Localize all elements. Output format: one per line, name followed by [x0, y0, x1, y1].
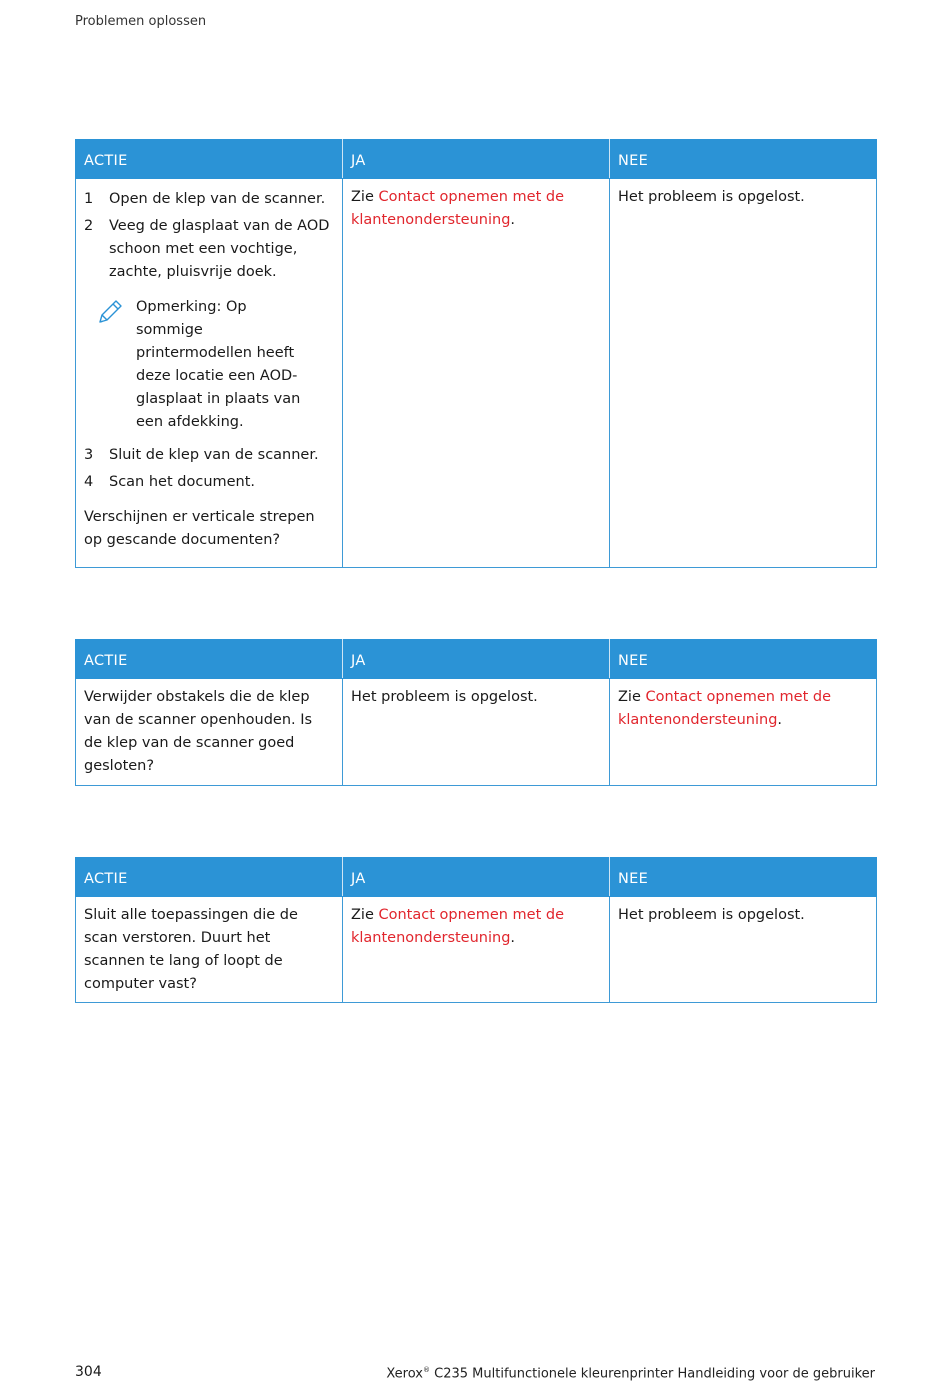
footer-title	[386, 1366, 875, 1381]
column-header-action: ACTIE	[76, 640, 343, 679]
step-item	[84, 188, 334, 211]
pencil-icon	[96, 296, 136, 434]
period: .	[777, 712, 783, 728]
period: .	[510, 212, 516, 228]
page-number: 304	[75, 1364, 102, 1380]
contact-support-link[interactable]: Contact opnemen met de klantenondersteuning	[351, 189, 565, 228]
step-item	[84, 471, 334, 494]
resolved-text: Het probleem is opgelost.	[618, 189, 805, 205]
column-header-yes: JA	[343, 140, 610, 179]
no-cell	[610, 179, 877, 568]
no-cell	[610, 897, 877, 1003]
table-header-row	[76, 140, 877, 179]
yes-cell	[343, 679, 610, 786]
zie-text: Zie	[618, 689, 641, 705]
table-row	[76, 679, 877, 786]
footer-document-title: C235 Multifunctionele kleurenprinter Handleiding voor de gebruiker	[434, 1366, 875, 1382]
step-text: Scan het document.	[109, 474, 256, 490]
table-header-row	[76, 858, 877, 897]
step-list	[84, 444, 334, 494]
step-text: Veeg de glasplaat van de AOD schoon met een vochtige, zachte, pluisvrije doek.	[109, 218, 330, 280]
question-text: Verschijnen er verticale strepen op gescande documenten?	[84, 509, 315, 548]
zie-text: Zie	[351, 907, 374, 923]
period: .	[510, 930, 516, 946]
trademark-symbol: ®	[423, 1366, 430, 1374]
column-header-no: NEE	[610, 640, 877, 679]
step-number: 3	[84, 447, 94, 463]
action-cell: Sluit alle toepassingen die de scan verstoren. Duurt het scannen te lang of loopt de computer vast?	[76, 897, 343, 1003]
step-list	[84, 188, 334, 284]
step-item	[84, 215, 334, 284]
step-item	[84, 444, 334, 467]
note-text: Opmerking: Op sommige printermodellen heeft deze locatie een AOD-glasplaat in plaats van een afdekking.	[136, 299, 301, 430]
column-header-action: ACTIE	[76, 140, 343, 179]
yes-cell	[343, 179, 610, 568]
zie-text: Zie	[351, 189, 374, 205]
step-number: 1	[84, 191, 94, 207]
column-header-no: NEE	[610, 140, 877, 179]
running-header: Problemen oplossen	[75, 14, 207, 29]
contact-support-link[interactable]: Contact opnemen met de klantenondersteuning	[618, 689, 832, 728]
no-cell	[610, 679, 877, 786]
step-number: 2	[84, 218, 94, 234]
column-header-action: ACTIE	[76, 858, 343, 897]
yes-cell	[343, 897, 610, 1003]
action-cell	[76, 179, 343, 568]
column-header-no: NEE	[610, 858, 877, 897]
step-number: 4	[84, 474, 94, 490]
column-header-yes: JA	[343, 640, 610, 679]
troubleshoot-table-2	[75, 639, 877, 786]
table-header-row	[76, 640, 877, 679]
action-cell: Verwijder obstakels die de klep van de scanner openhouden. Is de klep van de scanner goed gesloten?	[76, 679, 343, 786]
resolved-text: Het probleem is opgelost.	[618, 907, 805, 923]
table-row	[76, 897, 877, 1003]
note-block	[96, 296, 334, 434]
step-text: Sluit de klep van de scanner.	[109, 447, 319, 463]
resolved-text: Het probleem is opgelost.	[351, 689, 538, 705]
footer-brand: Xerox	[386, 1366, 423, 1382]
troubleshoot-table-3	[75, 857, 877, 1003]
column-header-yes: JA	[343, 858, 610, 897]
troubleshoot-table-1	[75, 139, 877, 568]
table-row	[76, 179, 877, 568]
contact-support-link[interactable]: Contact opnemen met de klantenondersteuning	[351, 907, 565, 946]
step-text: Open de klep van de scanner.	[109, 191, 326, 207]
